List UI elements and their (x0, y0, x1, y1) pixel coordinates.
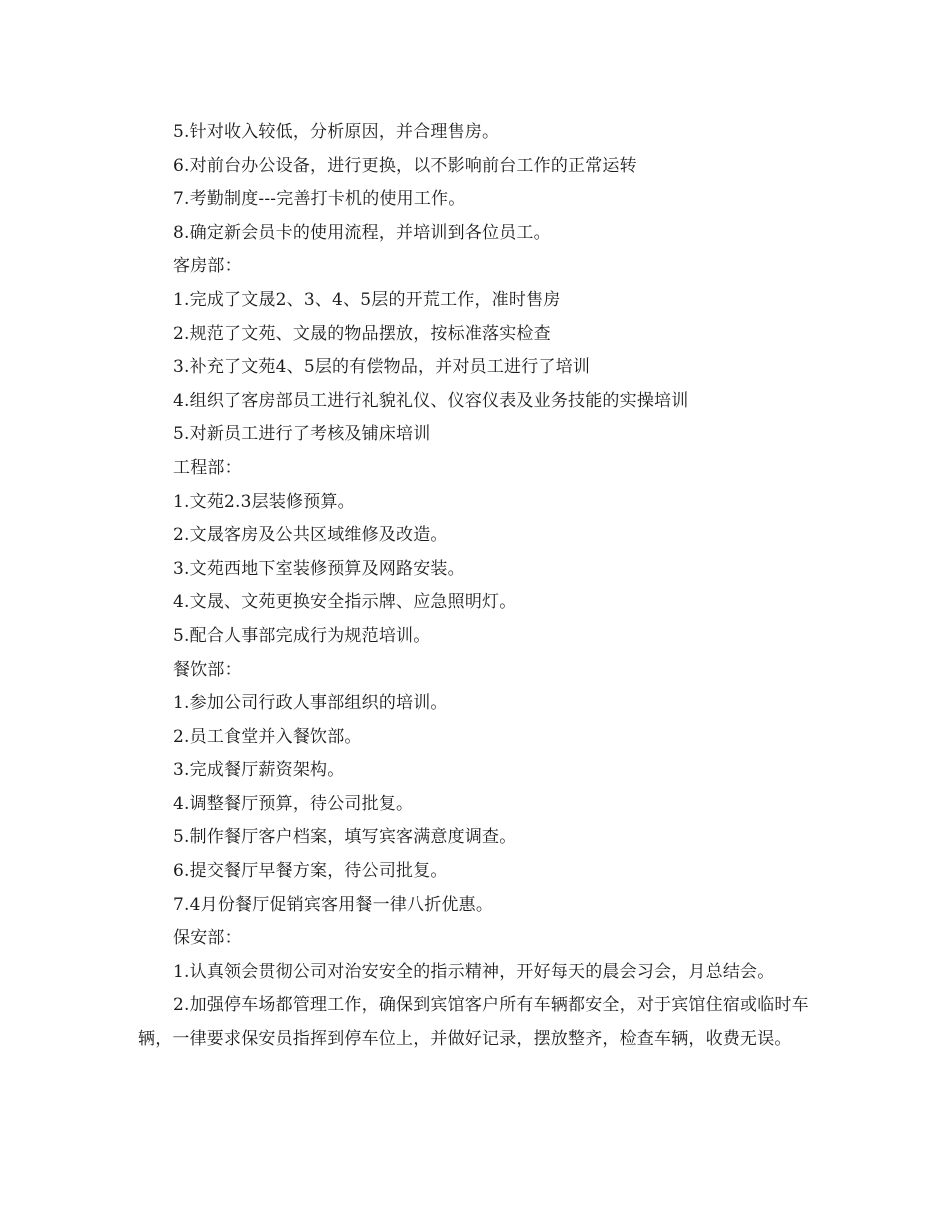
housekeeping-heading: 客房部： (173, 256, 242, 277)
housekeeping-item-2: 2.规范了文苑、文晟的物品摆放，按标准落实检查 (173, 323, 551, 344)
housekeeping-item-3: 3.补充了文苑4、5层的有偿物品，并对员工进行了培训 (173, 357, 591, 378)
security-heading: 保安部： (173, 928, 242, 949)
housekeeping-item-1: 1.完成了文晟2、3、4、5层的开荒工作，准时售房 (173, 289, 561, 310)
engineering-item-5: 5.配合人事部完成行为规范培训。 (173, 625, 431, 646)
catering-item-3: 3.完成餐厅薪资架构。 (173, 760, 345, 781)
engineering-item-1: 1.文苑2.3层装修预算。 (173, 491, 355, 512)
catering-item-4: 4.调整餐厅预算，待公司批复。 (173, 793, 414, 814)
front-desk-item-5: 5.针对收入较低，分析原因，并合理售房。 (173, 122, 500, 142)
document-body (138, 116, 828, 1057)
housekeeping-item-5: 5.对新员工进行了考核及铺床培训 (173, 424, 431, 445)
engineering-heading: 工程部： (173, 457, 242, 478)
catering-item-2: 2.员工食堂并入餐饮部。 (173, 726, 362, 747)
front-desk-item-8: 8.确定新会员卡的使用流程，并培训到各位员工。 (173, 222, 551, 243)
engineering-item-4: 4.文晟、文苑更换安全指示牌、应急照明灯。 (173, 592, 517, 613)
security-item-1: 1.认真领会贯彻公司对治安安全的指示精神，开好每天的晨会习会，月总结会。 (173, 961, 775, 982)
catering-heading: 餐饮部： (173, 659, 242, 680)
catering-item-5: 5.制作餐厅客户档案，填写宾客满意度调查。 (173, 827, 517, 848)
front-desk-item-6: 6.对前台办公设备，进行更换，以不影响前台工作的正常运转 (173, 155, 637, 176)
catering-item-1: 1.参加公司行政人事部组织的培训。 (173, 693, 448, 714)
security-item-2: 2.加强停车场都管理工作，确保到宾馆客户所有车辆都安全，对于宾馆住宿或临时车辆，一律要求保安员指挥到停车位上，并做好记录，摆放整齐，检查车辆，收费无误。 (138, 995, 809, 1050)
catering-item-6: 6.提交餐厅早餐方案，待公司批复。 (173, 861, 448, 882)
front-desk-item-7: 7.考勤制度---完善打卡机的使用工作。 (173, 189, 466, 210)
housekeeping-item-4: 4.组织了客房部员工进行礼貌礼仪、仪容仪表及业务技能的实操培训 (173, 390, 689, 411)
engineering-item-2: 2.文晟客房及公共区域维修及改造。 (173, 525, 448, 546)
catering-item-7: 7.4月份餐厅促销宾客用餐一律八折优惠。 (173, 894, 494, 915)
engineering-item-3: 3.文苑西地下室装修预算及网路安装。 (173, 558, 465, 579)
